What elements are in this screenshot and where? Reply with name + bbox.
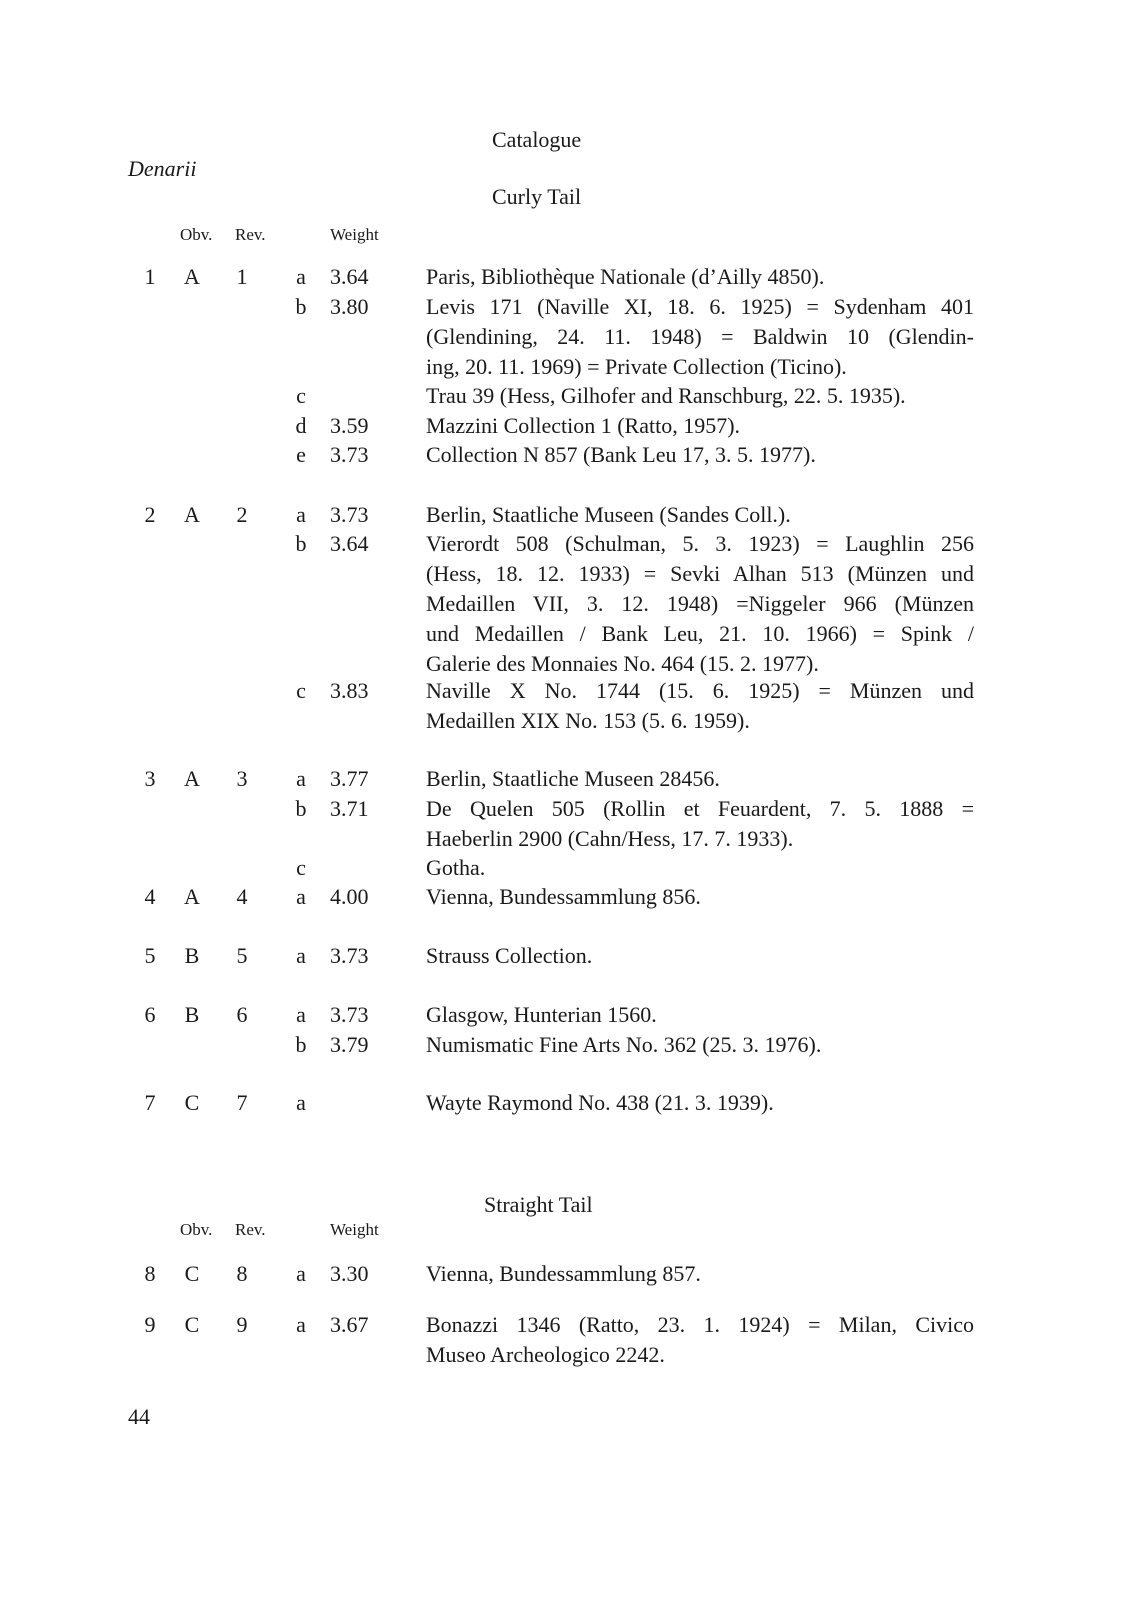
reverse-die: 7 xyxy=(236,1090,248,1115)
description-line: Mazzini Collection 1 (Ratto, 1957). xyxy=(426,413,741,438)
specimen-letter: b xyxy=(295,294,307,319)
weight-value: 3.79 xyxy=(330,1032,369,1057)
specimen-letter: a xyxy=(296,1090,306,1115)
reverse-die: 5 xyxy=(236,943,248,968)
specimen-description xyxy=(426,411,974,441)
weight-value: 3.30 xyxy=(330,1261,369,1286)
specimen-letter: a xyxy=(296,943,306,968)
description-line: Paris, Bibliothèque Nationale (d’Ailly 4850). xyxy=(426,264,825,289)
specimen-letter: a xyxy=(296,1312,306,1337)
description-line: Vierordt 508 (Schulman, 5. 3. 1923) = Laughlin 256 xyxy=(426,531,974,556)
weight-value: 3.73 xyxy=(330,442,369,467)
reverse-die: 2 xyxy=(236,502,248,527)
catalogue-number: 6 xyxy=(144,1002,156,1027)
specimen-letter: b xyxy=(295,1032,307,1057)
column-header-rev: Rev. xyxy=(235,225,266,244)
specimen-letter: d xyxy=(295,413,307,438)
description-line: Strauss Collection. xyxy=(426,943,593,968)
description-line: Naville X No. 1744 (15. 6. 1925) = Münzen und xyxy=(426,678,974,703)
description-line: (Hess, 18. 12. 1933) = Sevki Alhan 513 (Münzen und xyxy=(426,561,974,586)
specimen-letter: a xyxy=(296,1261,306,1286)
description-line: (Glendining, 24. 11. 1948) = Baldwin 10 (Glendin- xyxy=(426,324,974,349)
specimen-description xyxy=(426,529,974,679)
description-line: Medaillen VII, 3. 12. 1948) =Niggeler 966 (Münzen xyxy=(426,591,974,616)
description-line: Galerie des Monnaies No. 464 (15. 2. 1977). xyxy=(426,651,819,676)
catalogue-number: 4 xyxy=(144,884,156,909)
weight-value: 3.80 xyxy=(330,294,369,319)
weight-value: 3.73 xyxy=(330,502,369,527)
specimen-description xyxy=(426,794,974,854)
specimen-description xyxy=(426,292,974,382)
catalogue-number: 5 xyxy=(144,943,156,968)
column-header-obv-2: Obv. xyxy=(180,1220,213,1239)
obverse-die: C xyxy=(184,1261,200,1286)
specimen-letter: c xyxy=(296,383,306,408)
description-line: Trau 39 (Hess, Gilhofer and Ranschburg, 22. 5. 1935). xyxy=(426,383,906,408)
specimen-letter: a xyxy=(296,1002,306,1027)
weight-value: 3.73 xyxy=(330,943,369,968)
specimen-letter: e xyxy=(296,442,306,467)
specimen-description xyxy=(426,1259,974,1289)
description-line: Berlin, Staatliche Museen (Sandes Coll.). xyxy=(426,502,791,527)
reverse-die: 6 xyxy=(236,1002,248,1027)
specimen-letter: c xyxy=(296,678,306,703)
specimen-letter: b xyxy=(295,796,307,821)
specimen-description xyxy=(426,262,974,292)
description-line: Wayte Raymond No. 438 (21. 3. 1939). xyxy=(426,1090,774,1115)
description-line: Collection N 857 (Bank Leu 17, 3. 5. 1977). xyxy=(426,442,816,467)
obverse-die: C xyxy=(184,1312,200,1337)
specimen-description xyxy=(426,1000,974,1030)
specimen-description xyxy=(426,1310,974,1370)
obverse-die: A xyxy=(184,502,200,527)
description-line: Glasgow, Hunterian 1560. xyxy=(426,1002,657,1027)
description-line: Vienna, Bundessammlung 856. xyxy=(426,884,701,909)
description-line: Levis 171 (Naville XI, 18. 6. 1925) = Sydenham 401 xyxy=(426,294,974,319)
description-line: Berlin, Staatliche Museen 28456. xyxy=(426,766,720,791)
catalogue-number: 9 xyxy=(144,1312,156,1337)
description-line: Gotha. xyxy=(426,855,486,880)
specimen-letter: a xyxy=(296,502,306,527)
catalogue-number: 3 xyxy=(144,766,156,791)
reverse-die: 8 xyxy=(236,1261,248,1286)
specimen-letter: a xyxy=(296,766,306,791)
specimen-description xyxy=(426,941,974,971)
weight-value: 4.00 xyxy=(330,884,369,909)
weight-value: 3.59 xyxy=(330,413,369,438)
specimen-description xyxy=(426,764,974,794)
weight-value: 3.83 xyxy=(330,678,369,703)
column-header-weight-2: Weight xyxy=(330,1220,379,1239)
column-header-weight: Weight xyxy=(330,225,379,244)
specimen-description xyxy=(426,1030,974,1060)
catalogue-number: 2 xyxy=(144,502,156,527)
page-title: Catalogue xyxy=(492,127,582,152)
weight-value: 3.77 xyxy=(330,766,369,791)
description-line: Bonazzi 1346 (Ratto, 23. 1. 1924) = Milan, Civico xyxy=(426,1312,974,1337)
reverse-die: 4 xyxy=(236,884,248,909)
description-line: Haeberlin 2900 (Cahn/Hess, 17. 7. 1933). xyxy=(426,826,794,851)
specimen-letter: c xyxy=(296,855,306,880)
description-line: und Medaillen / Bank Leu, 21. 10. 1966) = Spink / xyxy=(426,621,974,646)
obverse-die: B xyxy=(184,943,200,968)
catalogue-number: 1 xyxy=(144,264,156,289)
weight-value: 3.73 xyxy=(330,1002,369,1027)
subheading-straight-tail: Straight Tail xyxy=(484,1192,593,1217)
column-header-obv: Obv. xyxy=(180,225,213,244)
description-line: Numismatic Fine Arts No. 362 (25. 3. 1976). xyxy=(426,1032,822,1057)
description-line: Vienna, Bundessammlung 857. xyxy=(426,1261,701,1286)
weight-value: 3.67 xyxy=(330,1312,369,1337)
description-line: Museo Archeologico 2242. xyxy=(426,1342,665,1367)
obverse-die: A xyxy=(184,766,200,791)
weight-value: 3.64 xyxy=(330,264,369,289)
page-number: 44 xyxy=(128,1404,150,1429)
specimen-description xyxy=(426,440,974,470)
specimen-letter: b xyxy=(295,531,307,556)
reverse-die: 1 xyxy=(236,264,248,289)
description-line: ing, 20. 11. 1969) = Private Collection (Ticino). xyxy=(426,354,847,379)
catalogue-number: 7 xyxy=(144,1090,156,1115)
specimen-letter: a xyxy=(296,264,306,289)
specimen-description xyxy=(426,676,974,736)
reverse-die: 3 xyxy=(236,766,248,791)
subheading-curly-tail: Curly Tail xyxy=(492,184,582,209)
column-header-rev-2: Rev. xyxy=(235,1220,266,1239)
specimen-description xyxy=(426,882,974,912)
description-line: De Quelen 505 (Rollin et Feuardent, 7. 5. 1888 = xyxy=(426,796,974,821)
obverse-die: C xyxy=(184,1090,200,1115)
specimen-description xyxy=(426,381,974,411)
specimen-description xyxy=(426,1088,974,1118)
section-label: Denarii xyxy=(128,156,197,181)
specimen-letter: a xyxy=(296,884,306,909)
reverse-die: 9 xyxy=(236,1312,248,1337)
description-line: Medaillen XIX No. 153 (5. 6. 1959). xyxy=(426,708,750,733)
specimen-description xyxy=(426,500,974,530)
weight-value: 3.71 xyxy=(330,796,369,821)
specimen-description xyxy=(426,853,974,883)
catalogue-number: 8 xyxy=(144,1261,156,1286)
obverse-die: A xyxy=(184,264,200,289)
obverse-die: B xyxy=(184,1002,200,1027)
obverse-die: A xyxy=(184,884,200,909)
weight-value: 3.64 xyxy=(330,531,369,556)
